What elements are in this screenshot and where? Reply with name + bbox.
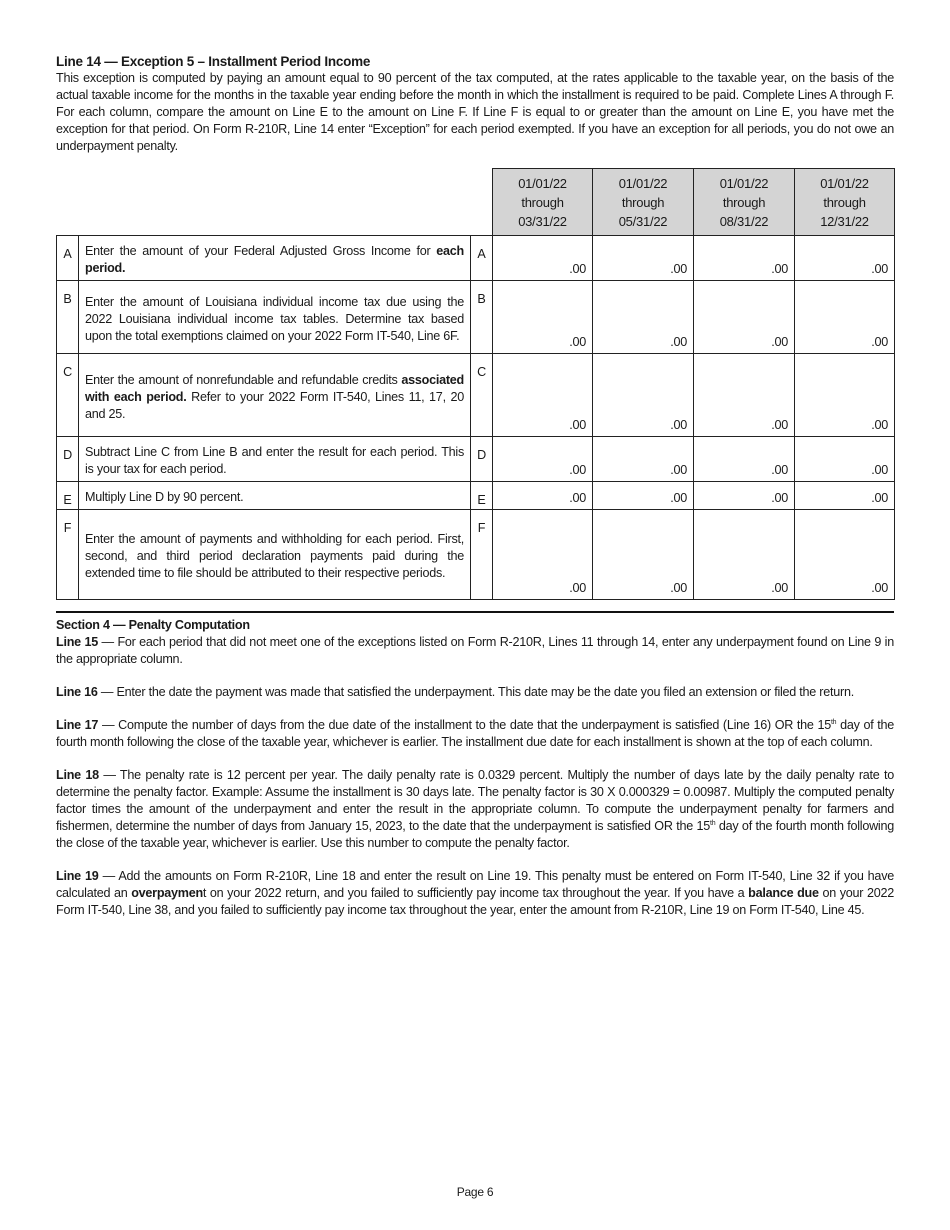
row-letter-right: E bbox=[471, 482, 493, 510]
amount-field[interactable]: .00 bbox=[493, 281, 593, 354]
page-number: Page 6 bbox=[456, 1185, 494, 1199]
amount-field[interactable]: .00 bbox=[593, 437, 694, 482]
row-description: Enter the amount of nonrefundable and refundable credits associated with each period. Refer to your 2022 Form IT-540, Lines 11, 17, 20 and 25. bbox=[79, 354, 471, 437]
column-header: 01/01/22 through 08/31/22 bbox=[694, 169, 795, 236]
section-heading: Line 14 — Exception 5 – Installment Period Income bbox=[56, 54, 371, 69]
line-18: Line 18 — The penalty rate is 12 percent per year. The daily penalty rate is 0.0329 percent. Multiply the number of days late by the daily penalty rate to determine the penalty factor. Example: Assume the installment is 30 days late. The penalty factor is 30 X 0.000329 = 0.00987. Multiply the computed penalty factor times the amount of the underpayment and enter the result in the appropriate column. To compute the underpayment penalty for farmers and fishermen, determine the number of days from January 15, 2023, to the date that the underpayment is satisfied OR the 15th day of the fourth month following the close of the taxable year, whichever is earlier. Use this number to compute the penalty factor. bbox=[56, 768, 894, 850]
table-row-c bbox=[57, 354, 895, 437]
row-letter: B bbox=[57, 281, 79, 354]
row-description: Enter the amount of payments and withholding for each period. First, second, and third period declaration payments paid during the extended time to file should be attributed to their respective periods. bbox=[79, 510, 471, 600]
column-header: 01/01/22 through 05/31/22 bbox=[593, 169, 694, 236]
row-description: Enter the amount of your Federal Adjusted Gross Income for each period. bbox=[79, 236, 471, 281]
row-description: Multiply Line D by 90 percent. bbox=[79, 482, 471, 510]
table-row-e bbox=[57, 482, 895, 510]
amount-field[interactable]: .00 bbox=[593, 482, 694, 510]
row-description: Enter the amount of Louisiana individual income tax due using the 2022 Louisiana individual income tax tables. Determine tax based upon the total exemptions claimed on your 2022 Form IT-540, Line 6F. bbox=[79, 281, 471, 354]
line-19: Line 19 — Add the amounts on Form R-210R, Line 18 and enter the result on Line 19. This penalty must be entered on Form IT-540, Line 32 if you have calculated an overpayment on your 2022 return, and you failed to sufficiently pay income tax throughout the year. If you have a balance due on your 2022 Form IT-540, Line 38, and you failed to sufficiently pay income tax throughout the year, enter the amount from R-210R, Line 19 on Form IT-540, Line 45. bbox=[56, 869, 894, 917]
row-letter-right: C bbox=[471, 354, 493, 437]
section-4 bbox=[56, 617, 894, 919]
amount-field[interactable]: .00 bbox=[795, 354, 895, 437]
amount-field[interactable]: .00 bbox=[795, 281, 895, 354]
amount-field[interactable]: .00 bbox=[795, 510, 895, 600]
row-description: Subtract Line C from Line B and enter the result for each period. This is your tax for each period. bbox=[79, 437, 471, 482]
table-row-f bbox=[57, 510, 895, 600]
amount-field[interactable]: .00 bbox=[694, 482, 795, 510]
row-letter: F bbox=[57, 510, 79, 600]
amount-field[interactable]: .00 bbox=[493, 482, 593, 510]
amount-field[interactable]: .00 bbox=[795, 482, 895, 510]
row-letter-right: A bbox=[471, 236, 493, 281]
amount-field[interactable]: .00 bbox=[795, 437, 895, 482]
amount-field[interactable]: .00 bbox=[593, 510, 694, 600]
row-letter-right: D bbox=[471, 437, 493, 482]
amount-field[interactable]: .00 bbox=[694, 437, 795, 482]
header-row bbox=[57, 169, 895, 236]
table-row-a bbox=[57, 236, 895, 281]
amount-field[interactable]: .00 bbox=[493, 236, 593, 281]
row-letter-right: B bbox=[471, 281, 493, 354]
intro-paragraph: This exception is computed by paying an amount equal to 90 percent of the tax computed, at the rates applicable to the taxable year, on the basis of the actual taxable income for the months in the taxable year ending before the month in which the installment is required to be paid. Complete Lines A through F. For each column, compare the amount on Line E to the amount on Line F. If Line F is equal to or greater than the amount on Line E, you have met the exception for that period. On Form R-210R, Line 14 enter “Exception” for each period exempted. If you have an exception for all periods, you do not owe an underpayment penalty. bbox=[56, 71, 894, 153]
amount-field[interactable]: .00 bbox=[694, 236, 795, 281]
amount-field[interactable]: .00 bbox=[593, 281, 694, 354]
row-letter: E bbox=[57, 482, 79, 510]
row-letter: D bbox=[57, 437, 79, 482]
column-header: 01/01/22 through 12/31/22 bbox=[795, 169, 895, 236]
installment-table bbox=[56, 168, 895, 600]
row-letter: C bbox=[57, 354, 79, 437]
section-4-title: Section 4 — Penalty Computation bbox=[56, 618, 250, 632]
amount-field[interactable]: .00 bbox=[493, 510, 593, 600]
row-letter-right: F bbox=[471, 510, 493, 600]
row-letter: A bbox=[57, 236, 79, 281]
amount-field[interactable]: .00 bbox=[694, 510, 795, 600]
section-divider bbox=[56, 611, 894, 613]
amount-field[interactable]: .00 bbox=[795, 236, 895, 281]
amount-field[interactable]: .00 bbox=[593, 236, 694, 281]
line-16: Line 16 — Enter the date the payment was made that satisfied the underpayment. This date may be the date you filed an extension or filed the return. bbox=[56, 685, 854, 699]
column-header: 01/01/22 through 03/31/22 bbox=[493, 169, 593, 236]
amount-field[interactable]: .00 bbox=[493, 354, 593, 437]
line-17: Line 17 — Compute the number of days from the due date of the installment to the date that the underpayment is satisfied (Line 16) OR the 15th day of the fourth month following the close of the taxable year, whichever is earlier. The installment due date for each installment is shown at the top of each column. bbox=[56, 718, 895, 749]
table-row-b bbox=[57, 281, 895, 354]
amount-field[interactable]: .00 bbox=[694, 354, 795, 437]
amount-field[interactable]: .00 bbox=[694, 281, 795, 354]
line-15: Line 15 — For each period that did not meet one of the exceptions listed on Form R-210R, Lines 11 through 14, enter any underpayment found on Line 9 in the appropriate column. bbox=[56, 635, 894, 666]
exception-5-section bbox=[56, 53, 894, 155]
table-row-d bbox=[57, 437, 895, 482]
amount-field[interactable]: .00 bbox=[493, 437, 593, 482]
amount-field[interactable]: .00 bbox=[593, 354, 694, 437]
